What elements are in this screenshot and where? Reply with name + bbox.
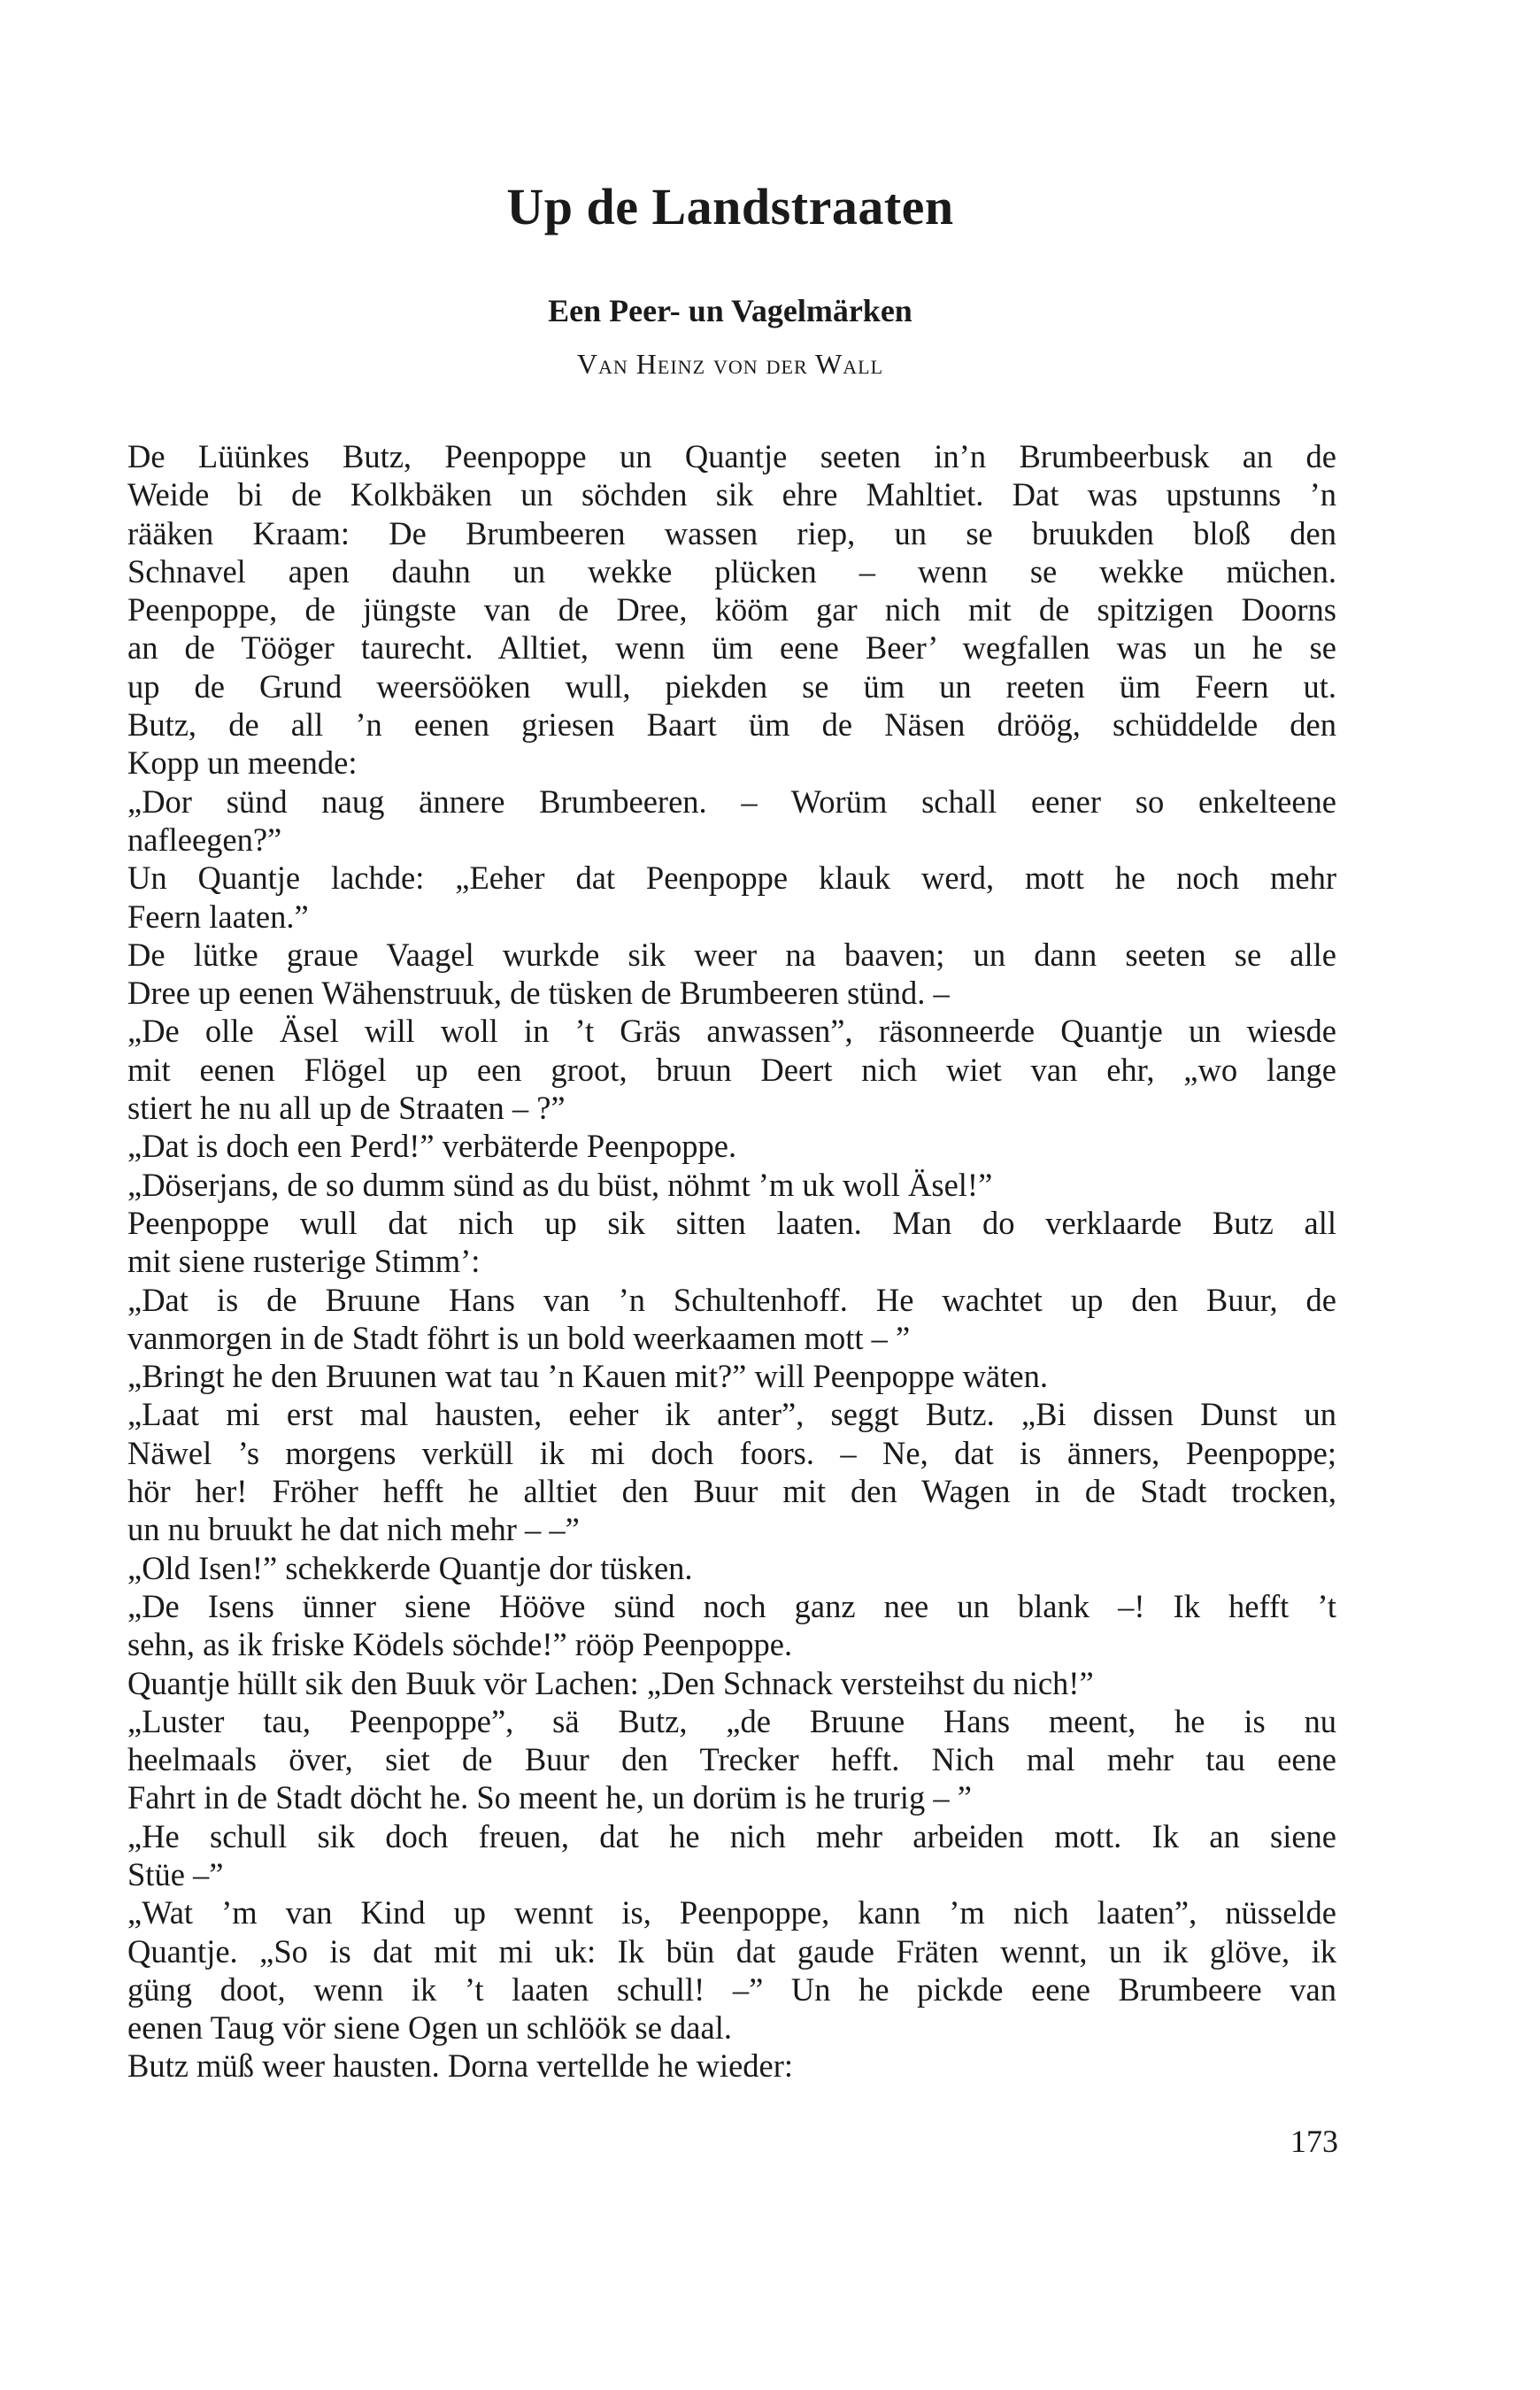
text-line: „Bringt he den Bruunen wat tau ’n Kauen mit?” will Peenpoppe wäten. (127, 1358, 1048, 1395)
text-line: un nu bruukt he dat nich mehr – –” (127, 1511, 580, 1548)
paragraph (127, 859, 1336, 936)
text-line: „He schull sik doch freuen, dat he nich mehr arbeiden mott. Ik an siene (127, 1817, 1336, 1854)
paragraph (127, 1204, 1336, 1281)
text-line: güng doot, wenn ik ’t laaten schull! –” Un he pickde eene Brumbeere van (127, 1970, 1336, 2008)
text-line: mit eenen Flögel up een groot, bruun Deert nich wiet van ehr, „wo lange (127, 1051, 1336, 1088)
text-line: „Laat mi erst mal hausten, eeher ik anter”, seggt Butz. „Bi dissen Dunst un (127, 1396, 1336, 1433)
text-line: „Dat is de Bruune Hans van ’n Schultenhoff. He wachtet up den Buur, de (127, 1281, 1336, 1318)
text-line: „De olle Äsel will woll in ’t Gräs anwassen”, räsonneerde Quantje un wiesde (127, 1013, 1336, 1050)
text-line: „De Isens ünner siene Hööve sünd noch ganz nee un blank –! Ik hefft ’t (127, 1587, 1336, 1624)
text-line: Un Quantje lachde: „Eeher dat Peenpoppe klauk werd, mott he noch mehr (127, 860, 1336, 897)
story-body (127, 437, 1336, 2085)
text-line: stiert he nu all up de Straaten – ?” (127, 1090, 566, 1127)
text-line: Kopp un meende: (127, 744, 358, 782)
text-line: Näwel ’s morgens verküll ik mi doch foors. – Ne, dat is änners, Peenpoppe; (127, 1434, 1336, 1471)
story-subtitle: Een Peer- un Vagelmärken (548, 293, 912, 328)
text-line: Schnavel apen dauhn un wekke plücken – wenn se wekke müchen. (127, 552, 1336, 590)
paragraph (127, 1281, 1336, 1358)
paragraph (127, 1893, 1336, 2047)
paragraph (127, 783, 1336, 860)
text-line: Peenpoppe, de jüngste van de Dree, kööm gar nich mit de spitzigen Doorns (127, 591, 1336, 628)
paragraph (127, 1012, 1336, 1127)
text-line: „Wat ’m van Kind up wennt is, Peenpoppe, kann ’m nich laaten”, nüsselde (127, 1894, 1336, 1931)
text-line: „Old Isen!” schekkerde Quantje dor tüsken. (127, 1549, 693, 1586)
author-byline: Van Heinz von der Wall (576, 348, 884, 380)
text-line: an de Tööger taurecht. Alltiet, wenn üm eene Beer’ wegfallen was un he se (127, 629, 1336, 667)
text-line: heelmaals över, siet de Buur den Trecker hefft. Nich mal mehr tau eene (127, 1741, 1336, 1778)
text-line: up de Grund weersööken wull, piekden se üm un reeten üm Feern ut. (127, 667, 1336, 705)
text-line: nafleegen?” (127, 821, 282, 858)
page-number: 173 (1290, 2124, 1338, 2159)
text-line: „Dor sünd naug ännere Brumbeeren. – Worüm schall eener so enkelteene (127, 783, 1336, 820)
text-line: hör her! Fröher hefft he alltiet den Buur mit den Wagen in de Stadt trocken, (127, 1473, 1336, 1510)
text-line: Weide bi de Kolkbäken un söchden sik ehre Mahltiet. Dat was upstunns ’n (127, 476, 1336, 513)
text-line: De lütke graue Vaagel wurkde sik weer na baaven; un dann seeten se alle (127, 936, 1336, 973)
text-line: Feern laaten.” (127, 898, 309, 935)
text-line: vanmorgen in de Stadt föhrt is un bold weerkaamen mott – ” (127, 1319, 911, 1356)
paragraph (127, 1127, 1336, 1165)
text-line: „Luster tau, Peenpoppe”, sä Butz, „de Bruune Hans meent, he is nu (127, 1702, 1336, 1739)
text-line: sehn, as ik friske Ködels söchde!” rööp Peenpoppe. (127, 1626, 793, 1663)
text-line: Quantje. „So is dat mit mi uk: Ik bün dat gaude Fräten wennt, un ik glöve, ik (127, 1932, 1336, 1970)
paragraph (127, 1395, 1336, 1548)
page-title: Up de Landstraaten (506, 178, 954, 235)
text-line: Peenpoppe wull dat nich up sik sitten laaten. Man do verklaarde Butz all (127, 1204, 1336, 1241)
paragraph (127, 1166, 1336, 1204)
text-line: eenen Taug vör siene Ogen un schlöök se daal. (127, 2009, 732, 2047)
paragraph (127, 1549, 1336, 1587)
text-line: Dree up eenen Wähenstruuk, de tüsken de Brumbeeren stünd. – (127, 975, 950, 1012)
paragraph (127, 2047, 1336, 2085)
paragraph (127, 1664, 1336, 1702)
text-line: „Döserjans, de so dumm sünd as du büst, nöhmt ’m uk woll Äsel!” (127, 1166, 993, 1203)
text-line: Fahrt in de Stadt döcht he. So meent he, un dorüm is he trurig – ” (127, 1779, 972, 1816)
text-line: rääken Kraam: De Brumbeeren wassen riep, un se bruukden bloß den (127, 514, 1336, 551)
text-line: Butz, de all ’n eenen griesen Baart üm de Näsen dröög, schüddelde den (127, 706, 1336, 744)
text-line: Stüe –” (127, 1855, 224, 1893)
paragraph (127, 437, 1336, 783)
text-line: Butz müß weer hausten. Dorna vertellde he wieder: (127, 2047, 794, 2085)
paragraph (127, 1702, 1336, 1817)
text-line: De Lüünkes Butz, Peenpoppe un Quantje seeten in’n Brumbeerbusk an de (127, 438, 1336, 474)
paragraph (127, 1587, 1336, 1664)
text-line: Quantje hüllt sik den Buuk vör Lachen: „Den Schnack versteihst du nich!” (127, 1664, 1094, 1701)
paragraph (127, 936, 1336, 1013)
paragraph (127, 1357, 1336, 1395)
text-line: „Dat is doch een Perd!” verbäterde Peenpoppe. (127, 1128, 737, 1165)
paragraph (127, 1817, 1336, 1894)
text-line: mit siene rusterige Stimm’: (127, 1243, 481, 1280)
